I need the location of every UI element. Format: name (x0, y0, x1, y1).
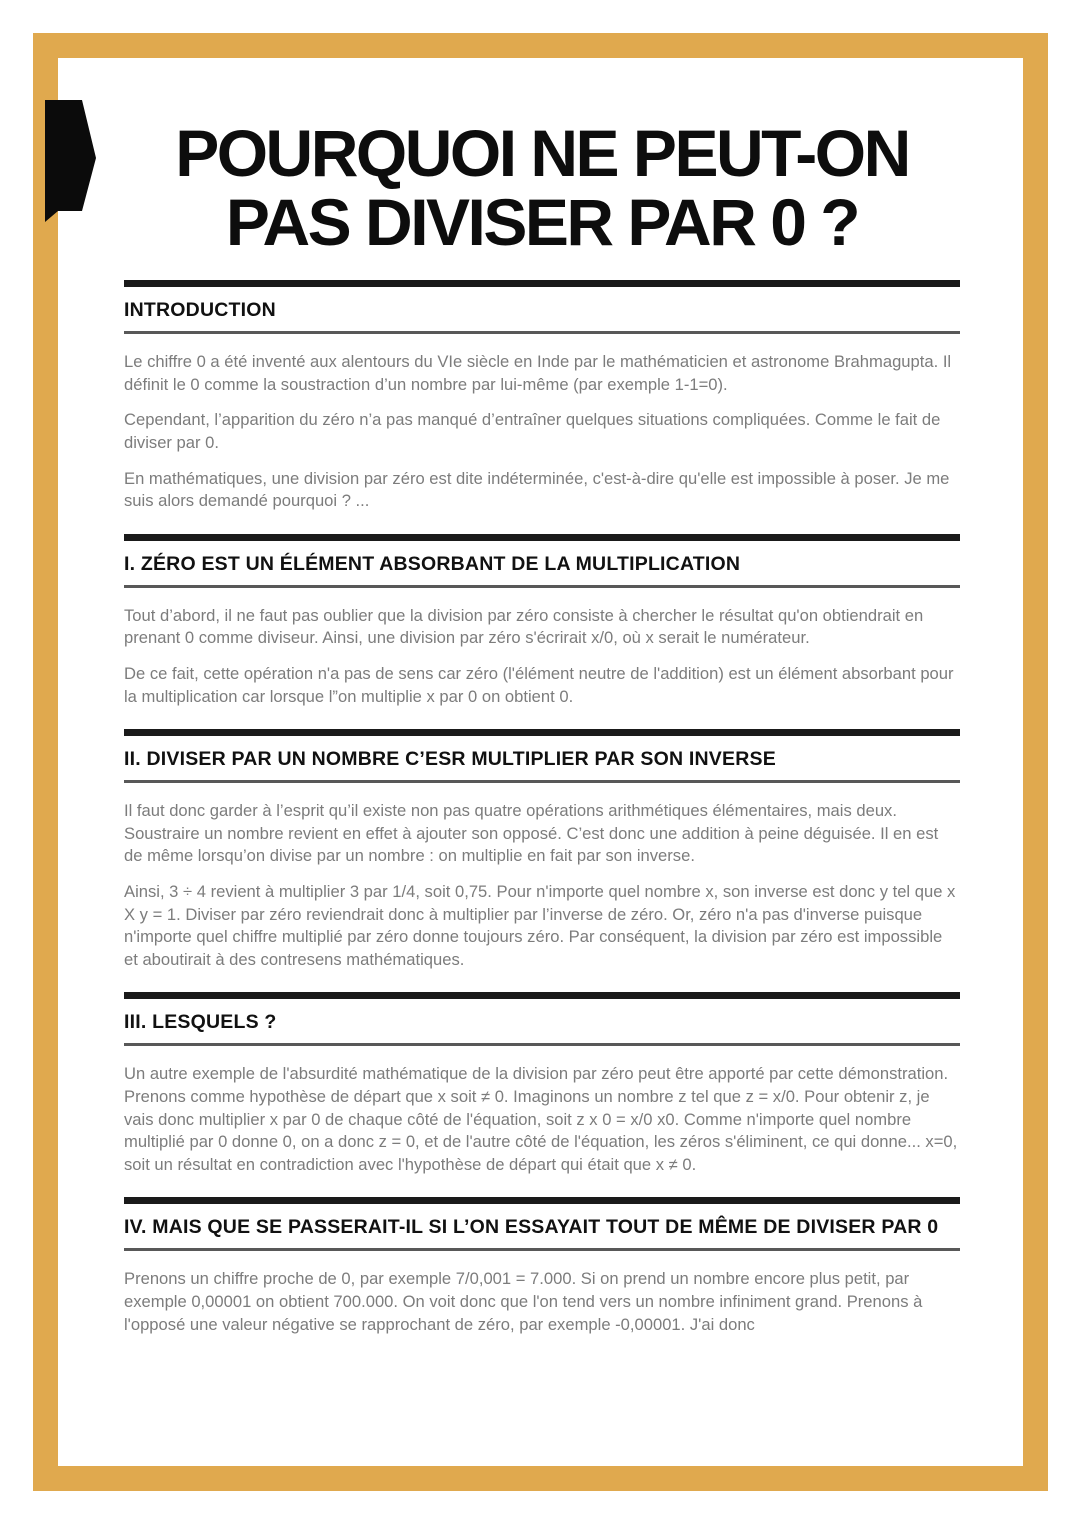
section-rule (124, 780, 960, 783)
page-content (57, 57, 1022, 1336)
paragraph: Tout d’abord, il ne faut pas oublier que la division par zéro consiste à chercher le résultat qu'on obtiendrait en prenant 0 comme diviseur. Ainsi, une division par zéro s'écrirait x/0, où x serait le numérateur. (124, 605, 924, 648)
paragraph: Ainsi, 3 ÷ 4 revient à multiplier 3 par 1/4, soit 0,75. Pour n'importe quel nombre x, son inverse est donc y tel que x X y = 1. Diviser par zéro reviendrait donc à multiplier par l’inverse de zéro. Or, zéro n'a pas d'inverse puisque n'importe quel chiffre multiplié par zéro donne toujours zéro. Par conséquent, la division par zéro est impossible et aboutirait à des contresens mathématiques. (124, 881, 956, 969)
page-title-line-2: PAS DIVISER PAR 0 ? (225, 184, 859, 259)
paragraph: Un autre exemple de l'absurdité mathématique de la division par zéro peut être apporté par cette démonstration. Prenons comme hypothèse de départ que x soit ≠ 0. Imaginons un nombre z tel que z = x/0. Pour obtenir z, je vais donc multiplier x par 0 de chaque côté de l'équation, soit z x 0 = x/0 x0. Comme n'importe quel nombre multiplié par 0 donne 0, on a donc z = 0, et de l'autre côté de l'équation, les zéros s'éliminent, ce qui donne... x=0, soit un résultat en contradiction avec l'hypothèse de départ qui était que x ≠ 0. (124, 1064, 958, 1174)
section-rule (124, 585, 960, 588)
section-rule (124, 1248, 960, 1251)
section-rule (124, 1043, 960, 1046)
paragraph: De ce fait, cette opération n'a pas de sens car zéro (l'élément neutre de l'addition) est un élément absorbant pour la multiplication car lorsque l”on multiplie x par 0 on obtient 0. (124, 664, 954, 706)
section-title: III. LESQUELS ? (124, 1011, 277, 1034)
paragraph: Cependant, l’apparition du zéro n’a pas manqué d’entraîner quelques situations compliquées. Comme le fait de diviser par 0. (124, 410, 941, 453)
section-title: I. ZÉRO EST UN ÉLÉMENT ABSORBANT DE LA MULTIPLICATION (124, 552, 741, 575)
section-title: INTRODUCTION (124, 299, 276, 322)
paragraph: Le chiffre 0 a été inventé aux alentours du VIe siècle en Inde par le mathématicien et astronome Brahmagupta. Il définit le 0 comme la soustraction d’un nombre par lui-même (par exemple 1-1=0). (124, 352, 952, 394)
section-divider-bar (124, 280, 960, 287)
paragraph: Prenons un chiffre proche de 0, par exemple 7/0,001 = 7.000. Si on prend un nombre encore plus petit, par exemple 0,00001 on obtient 700.000. On voit donc que l'on tend vers un nombre infiniment grand. Prenons à l'opposé une valeur négative se rapprochant de zéro, par exemple -0,00001. J'ai donc (124, 1269, 923, 1334)
section-introduction (124, 280, 960, 513)
section-rule (124, 331, 960, 334)
section-4-essayer-diviser-par-0 (124, 1197, 960, 1336)
paragraph: En mathématiques, une division par zéro est dite indéterminée, c'est-à-dire qu'elle est impossible à poser. Je me suis alors demandé pourquoi ? ... (124, 468, 950, 511)
section-title: II. DIVISER PAR UN NOMBRE C’ESR MULTIPLIER PAR SON INVERSE (124, 748, 776, 771)
section-1-zero-element-absorbant (124, 534, 960, 708)
page-title-line-1: POURQUOI NE PEUT-ON (175, 116, 909, 190)
section-divider-bar (124, 992, 960, 999)
section-2-diviser-multiplier-inverse (124, 729, 960, 971)
section-divider-bar (124, 1197, 960, 1204)
paragraph: Il faut donc garder à l’esprit qu’il existe non pas quatre opérations arithmétiques élémentaires, mais deux. Soustraire un nombre revient en effet à ajouter son opposé. C’est donc une addition à peine déguisée. Il en est de même lorsqu’on divise par un nombre : on multiplie en fait par son inverse. (124, 801, 939, 866)
section-title: IV. MAIS QUE SE PASSERAIT-IL SI L’ON ESSAYAIT TOUT DE MÊME DE DIVISER PAR 0 (124, 1216, 939, 1239)
section-3-lesquels (124, 992, 960, 1176)
page-title (124, 116, 960, 259)
section-divider-bar (124, 534, 960, 541)
section-divider-bar (124, 729, 960, 736)
bookmark-ribbon-icon (45, 100, 97, 222)
